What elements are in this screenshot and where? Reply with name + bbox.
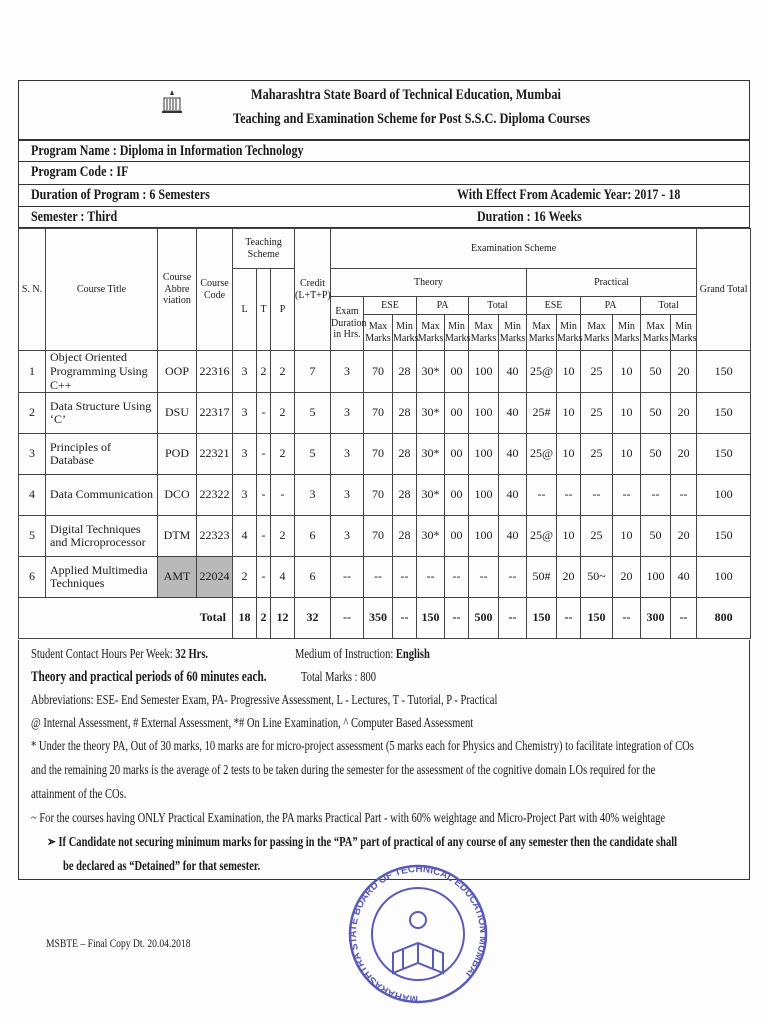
cell-credit: 5 (295, 393, 331, 434)
col-min-marks: Min Marks (557, 315, 581, 351)
col-theory-total: Total (469, 297, 527, 315)
course-row (19, 351, 751, 393)
cell-th-ese-min: -- (393, 557, 417, 598)
duration-row (18, 185, 750, 207)
note-pa-1: * Under the theory PA, Out of 30 marks, 10 marks are for micro-project assessment (5 marks each for Physics and Chemistry) to facilitate integration of COs (31, 738, 694, 753)
cell-pr-total-max: 50 (641, 393, 671, 434)
cell-exam-duration: 3 (331, 516, 364, 557)
medium-value: English (395, 646, 430, 661)
program-code-row (18, 162, 750, 185)
cell-sn: 3 (19, 434, 46, 475)
cell-pr-total-max: 50 (641, 434, 671, 475)
col-teaching-scheme: Teaching Scheme (233, 229, 295, 269)
cell-pr-total-max: -- (641, 475, 671, 516)
note-pa-3: attainment of the COs. (31, 786, 127, 801)
contact-hours-value: 32 Hrs. (175, 646, 209, 661)
cell-pr-ese-min: -- (557, 475, 581, 516)
cell-l: 3 (233, 434, 257, 475)
col-grand-total: Grand Total (697, 229, 751, 351)
note-detained-2: be declared as “Detained” for that semester. (63, 858, 261, 873)
total-exam-duration: -- (331, 598, 364, 639)
cell-t: - (257, 393, 271, 434)
contact-hours-label: Student Contact Hours Per Week: (31, 646, 176, 661)
cell-exam-duration: 3 (331, 434, 364, 475)
cell-th-total-max: 100 (469, 475, 499, 516)
cell-code: 22317 (197, 393, 233, 434)
col-t: T (257, 269, 271, 351)
cell-th-total-max: 100 (469, 393, 499, 434)
cell-th-pa-max: 30* (417, 351, 445, 393)
final-copy-date: MSBTE – Final Copy Dt. 20.04.2018 (46, 936, 191, 950)
cell-th-pa-min: -- (445, 557, 469, 598)
total-pr-ese-max: 150 (527, 598, 557, 639)
cell-t: 2 (257, 351, 271, 393)
program-duration: Duration of Program : 6 Semesters (31, 187, 210, 203)
col-sn: S. N. (19, 229, 46, 351)
cell-p: 4 (271, 557, 295, 598)
semester: Semester : Third (31, 209, 118, 225)
cell-pr-total-max: 50 (641, 351, 671, 393)
cell-th-pa-min: 00 (445, 434, 469, 475)
cell-pr-ese-max: 25@ (527, 351, 557, 393)
cell-pr-ese-max: 50# (527, 557, 557, 598)
symbols-legend: @ Internal Assessment, # External Assessment, *# On Line Examination, ^ Computer Based Assessment (31, 715, 474, 730)
cell-credit: 5 (295, 434, 331, 475)
col-min-marks: Min Marks (613, 315, 641, 351)
cell-pr-total-min: 40 (671, 557, 697, 598)
cell-pr-ese-max: -- (527, 475, 557, 516)
total-credit: 32 (295, 598, 331, 639)
cell-course-title: Digital Techniques and Microprocessor (46, 516, 158, 557)
cell-th-ese-max: 70 (364, 475, 393, 516)
cell-th-pa-min: 00 (445, 475, 469, 516)
col-min-marks: Min Marks (671, 315, 697, 351)
cell-code: 22024 (197, 557, 233, 598)
cell-abbr: OOP (158, 351, 197, 393)
col-practical-ese: ESE (527, 297, 581, 315)
cell-grand-total: 150 (697, 393, 751, 434)
cell-pr-ese-min: 10 (557, 516, 581, 557)
program-code: Program Code : IF (31, 164, 129, 180)
cell-th-ese-max: 70 (364, 434, 393, 475)
cell-pr-pa-min: 10 (613, 516, 641, 557)
cell-th-pa-min: 00 (445, 351, 469, 393)
course-row (19, 475, 751, 516)
col-theory: Theory (331, 269, 527, 297)
col-exam-duration: Exam Duration in Hrs. (331, 297, 364, 351)
cell-course-title: Data Communication (46, 475, 158, 516)
cell-th-ese-min: 28 (393, 475, 417, 516)
col-p: P (271, 269, 295, 351)
cell-sn: 1 (19, 351, 46, 393)
msbte-logo-icon (161, 89, 183, 115)
col-max-marks: Max Marks (581, 315, 613, 351)
cell-abbr: AMT (158, 557, 197, 598)
cell-l: 3 (233, 351, 257, 393)
cell-th-ese-max: 70 (364, 516, 393, 557)
scheme-table (18, 228, 751, 639)
cell-sn: 6 (19, 557, 46, 598)
cell-pr-ese-min: 20 (557, 557, 581, 598)
cell-th-total-max: -- (469, 557, 499, 598)
col-exam-scheme: Examination Scheme (331, 229, 697, 269)
col-max-marks: Max Marks (527, 315, 557, 351)
col-max-marks: Max Marks (641, 315, 671, 351)
cell-abbr: POD (158, 434, 197, 475)
periods-note: Theory and practical periods of 60 minutes each. (31, 669, 267, 685)
total-pr-ese-min: -- (557, 598, 581, 639)
cell-pr-ese-min: 10 (557, 351, 581, 393)
cell-th-ese-min: 28 (393, 351, 417, 393)
cell-p: 2 (271, 393, 295, 434)
cell-l: 3 (233, 475, 257, 516)
cell-exam-duration: 3 (331, 351, 364, 393)
cell-grand-total: 100 (697, 475, 751, 516)
cell-exam-duration: 3 (331, 393, 364, 434)
total-th-pa-min: -- (445, 598, 469, 639)
total-th-pa-max: 150 (417, 598, 445, 639)
cell-th-total-min: -- (499, 557, 527, 598)
total-pr-pa-min: -- (613, 598, 641, 639)
cell-th-ese-min: 28 (393, 516, 417, 557)
cell-pr-pa-max: 50~ (581, 557, 613, 598)
cell-t: - (257, 557, 271, 598)
cell-l: 4 (233, 516, 257, 557)
cell-th-total-min: 40 (499, 516, 527, 557)
col-practical: Practical (527, 269, 697, 297)
cell-abbr: DTM (158, 516, 197, 557)
cell-pr-total-min: 20 (671, 434, 697, 475)
cell-abbr: DSU (158, 393, 197, 434)
total-l: 18 (233, 598, 257, 639)
col-theory-pa: PA (417, 297, 469, 315)
cell-grand-total: 100 (697, 557, 751, 598)
cell-sn: 2 (19, 393, 46, 434)
cell-th-pa-min: 00 (445, 516, 469, 557)
cell-th-pa-max: 30* (417, 434, 445, 475)
cell-th-total-min: 40 (499, 393, 527, 434)
course-row (19, 393, 751, 434)
cell-p: 2 (271, 351, 295, 393)
col-min-marks: Min Marks (445, 315, 469, 351)
cell-pr-pa-min: 10 (613, 393, 641, 434)
cell-th-ese-min: 28 (393, 393, 417, 434)
cell-th-pa-max: 30* (417, 475, 445, 516)
effective-year: With Effect From Academic Year: 2017 - 18 (457, 187, 681, 203)
col-l: L (233, 269, 257, 351)
cell-th-total-max: 100 (469, 434, 499, 475)
total-grand-total: 800 (697, 598, 751, 639)
semester-row (18, 207, 750, 228)
cell-t: - (257, 516, 271, 557)
cell-credit: 3 (295, 475, 331, 516)
program-name-row (18, 140, 750, 162)
cell-th-pa-min: 00 (445, 393, 469, 434)
cell-credit: 6 (295, 557, 331, 598)
semester-duration: Duration : 16 Weeks (477, 209, 582, 225)
col-theory-ese: ESE (364, 297, 417, 315)
cell-exam-duration: -- (331, 557, 364, 598)
cell-th-ese-max: 70 (364, 393, 393, 434)
cell-exam-duration: 3 (331, 475, 364, 516)
cell-pr-pa-min: 20 (613, 557, 641, 598)
cell-pr-total-max: 50 (641, 516, 671, 557)
total-pr-total-min: -- (671, 598, 697, 639)
cell-pr-pa-min: 10 (613, 434, 641, 475)
cell-pr-pa-min: 10 (613, 351, 641, 393)
cell-pr-ese-min: 10 (557, 434, 581, 475)
cell-pr-pa-max: -- (581, 475, 613, 516)
note-pa-2: and the remaining 20 marks is the average of 2 tests to be taken during the semester for the assessment of the cognitive domain LOs required for the (31, 762, 656, 777)
col-course-title: Course Title (46, 229, 158, 351)
scheme-title: Teaching and Examination Scheme for Post S.S.C. Diploma Courses (233, 111, 591, 127)
board-name: Maharashtra State Board of Technical Education, Mumbai (251, 87, 561, 103)
cell-code: 22321 (197, 434, 233, 475)
cell-th-ese-max: -- (364, 557, 393, 598)
cell-pr-ese-min: 10 (557, 393, 581, 434)
cell-pr-ese-max: 25@ (527, 434, 557, 475)
total-p: 12 (271, 598, 295, 639)
cell-pr-pa-max: 25 (581, 393, 613, 434)
total-th-total-max: 500 (469, 598, 499, 639)
cell-code: 22316 (197, 351, 233, 393)
cell-pr-total-min: 20 (671, 351, 697, 393)
cell-th-total-min: 40 (499, 475, 527, 516)
cell-th-pa-max: 30* (417, 393, 445, 434)
cell-code: 22322 (197, 475, 233, 516)
col-practical-total: Total (641, 297, 697, 315)
cell-pr-total-min: 20 (671, 393, 697, 434)
cell-pr-total-min: -- (671, 475, 697, 516)
cell-grand-total: 150 (697, 434, 751, 475)
cell-pr-pa-max: 25 (581, 516, 613, 557)
cell-pr-ese-max: 25@ (527, 516, 557, 557)
cell-grand-total: 150 (697, 351, 751, 393)
cell-course-title: Applied Multimedia Techniques (46, 557, 158, 598)
total-row (19, 598, 751, 639)
total-t: 2 (257, 598, 271, 639)
cell-th-total-min: 40 (499, 434, 527, 475)
total-th-ese-max: 350 (364, 598, 393, 639)
cell-course-title: Data Structure Using ‘C’ (46, 393, 158, 434)
notes-section (18, 640, 750, 880)
course-row (19, 516, 751, 557)
cell-p: - (271, 475, 295, 516)
total-label: Total (19, 598, 233, 639)
cell-th-pa-max: -- (417, 557, 445, 598)
cell-grand-total: 150 (697, 516, 751, 557)
cell-p: 2 (271, 434, 295, 475)
cell-th-total-max: 100 (469, 351, 499, 393)
cell-pr-ese-max: 25# (527, 393, 557, 434)
cell-course-title: Principles of Database (46, 434, 158, 475)
note-detained-1: If Candidate not securing minimum marks for passing in the “PA” part of practical of any course of any semester then the candidate shall (58, 834, 678, 849)
cell-credit: 6 (295, 516, 331, 557)
course-row (19, 434, 751, 475)
note-practical: ~ For the courses having ONLY Practical Examination, the PA marks Practical Part - with 60% weightage and Micro-Project Part with 40% weightage (31, 810, 666, 825)
cell-sn: 5 (19, 516, 46, 557)
cell-pr-pa-min: -- (613, 475, 641, 516)
col-max-marks: Max Marks (417, 315, 445, 351)
program-name: Program Name : Diploma in Information Technology (31, 143, 304, 159)
document-header (18, 80, 750, 140)
cell-th-total-max: 100 (469, 516, 499, 557)
total-marks: Total Marks : 800 (301, 669, 377, 684)
col-practical-pa: PA (581, 297, 641, 315)
col-abbr: Course Abbre viation (158, 229, 197, 351)
total-th-ese-min: -- (393, 598, 417, 639)
col-credit: Credit (L+T+P) (295, 229, 331, 351)
cell-th-total-min: 40 (499, 351, 527, 393)
col-min-marks: Min Marks (393, 315, 417, 351)
cell-l: 3 (233, 393, 257, 434)
cell-th-pa-max: 30* (417, 516, 445, 557)
cell-pr-pa-max: 25 (581, 434, 613, 475)
total-pr-pa-max: 150 (581, 598, 613, 639)
cell-th-ese-max: 70 (364, 351, 393, 393)
cell-pr-total-min: 20 (671, 516, 697, 557)
col-code: Course Code (197, 229, 233, 351)
cell-credit: 7 (295, 351, 331, 393)
course-row (19, 557, 751, 598)
total-th-total-min: -- (499, 598, 527, 639)
col-max-marks: Max Marks (364, 315, 393, 351)
col-max-marks: Max Marks (469, 315, 499, 351)
cell-course-title: Object Oriented Programming Using C++ (46, 351, 158, 393)
medium-label: Medium of Instruction: (295, 646, 396, 661)
svg-text:MAHARASHTRA STATE BOARD OF TEC: MAHARASHTRA STATE BOARD OF TECHNICAL EDUCATION MUMBAI (348, 863, 488, 1005)
cell-t: - (257, 434, 271, 475)
cell-abbr: DCO (158, 475, 197, 516)
cell-pr-pa-max: 25 (581, 351, 613, 393)
cell-l: 2 (233, 557, 257, 598)
cell-p: 2 (271, 516, 295, 557)
cell-sn: 4 (19, 475, 46, 516)
abbreviations: Abbreviations: ESE- End Semester Exam, PA- Progressive Assessment, L - Lectures, T - Tutorial, P - Practical (31, 692, 498, 707)
cell-pr-total-max: 100 (641, 557, 671, 598)
cell-th-ese-min: 28 (393, 434, 417, 475)
total-pr-total-max: 300 (641, 598, 671, 639)
arrow-bullet-icon: ➢ (47, 834, 59, 849)
board-seal-stamp (348, 858, 488, 1008)
cell-t: - (257, 475, 271, 516)
col-min-marks: Min Marks (499, 315, 527, 351)
cell-code: 22323 (197, 516, 233, 557)
